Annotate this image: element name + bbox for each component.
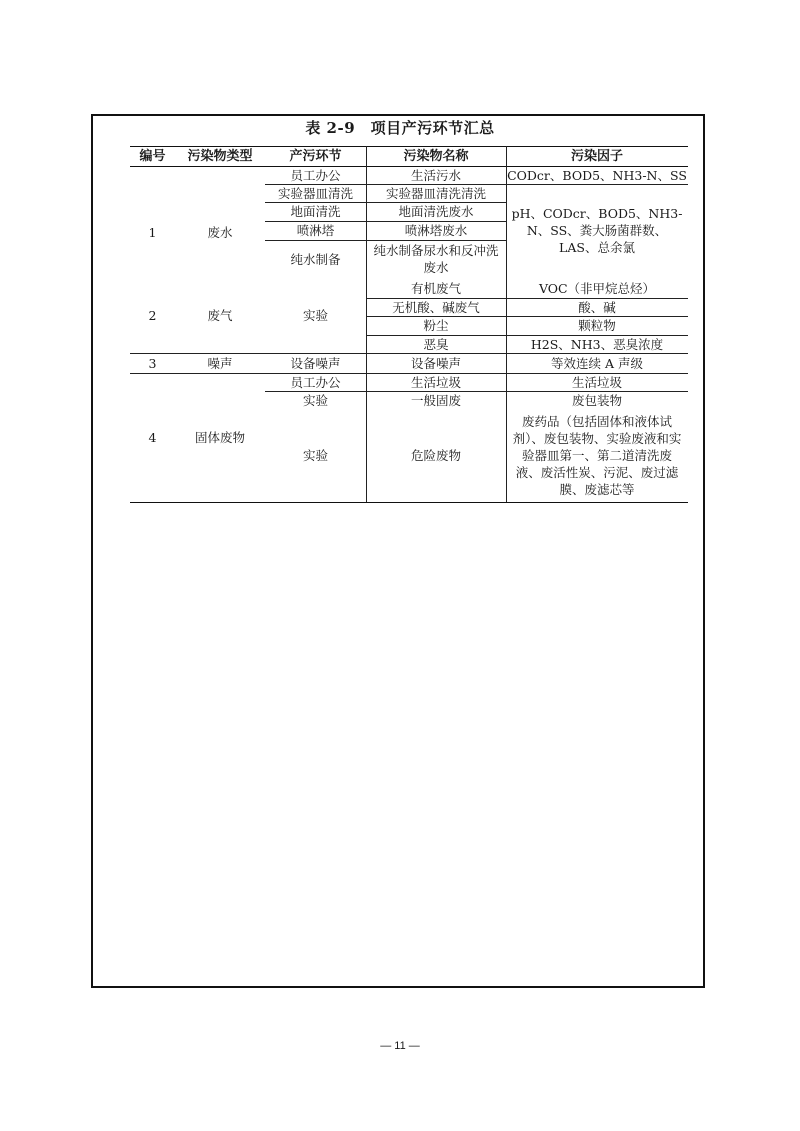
stage-cell: 员工办公: [290, 167, 341, 183]
factor-cell: 废药品（包括固体和液体试剂）、废包装物、实验废液和实验器皿第一、第二道清洗废液、废活性炭、污泥、废过滤膜、废滤芯等: [512, 414, 682, 497]
group-id: 3: [148, 355, 157, 371]
header-factor: 污染因子: [570, 148, 623, 164]
stage-cell: 设备噪声: [290, 355, 341, 371]
factor-cell: 等效连续 A 声级: [551, 355, 643, 371]
stage-cell: 实验: [302, 448, 328, 463]
shared-factor-cell: pH、CODcr、BOD5、NH3-N、SS、粪大肠菌群数、LAS、总余氯: [511, 205, 683, 255]
table-bottom-rule: [130, 502, 688, 503]
header-pollutant: 污染物名称: [403, 148, 469, 164]
group-id: 2: [148, 308, 157, 323]
pollutant-cell: 生活垃圾: [410, 374, 461, 390]
header-type: 污染物类型: [187, 148, 253, 164]
pollutant-cell: 实验器皿清洗清洗: [385, 185, 486, 201]
page-number: — 11 —: [380, 1040, 420, 1052]
table-caption: 表 2-9 项目产污环节汇总: [305, 119, 495, 137]
group-type: 废气: [207, 308, 233, 323]
group-type: 噪声: [207, 355, 233, 371]
pollutant-cell: 设备噪声: [410, 355, 461, 371]
stage-cell: 纯水制备: [290, 251, 341, 267]
factor-cell: CODcr、BOD5、NH3-N、SS: [507, 167, 687, 183]
group-id: 4: [148, 430, 157, 445]
factor-cell: 颗粒物: [578, 318, 616, 333]
pollutant-cell: 无机酸、碱废气: [392, 299, 480, 315]
factor-cell: VOC（非甲烷总烃）: [538, 280, 656, 296]
stage-cell: 实验: [302, 308, 328, 323]
stage-cell: 实验: [302, 392, 328, 408]
pollutant-cell: 粉尘: [423, 318, 449, 333]
factor-cell: 生活垃圾: [571, 374, 622, 390]
stage-cell: 地面清洗: [290, 204, 341, 219]
stage-cell: 员工办公: [290, 374, 341, 390]
pollutant-cell: 有机废气: [410, 280, 461, 296]
stage-cell: 实验器皿清洗: [277, 185, 353, 201]
pollutant-cell: 地面清洗废水: [398, 204, 474, 219]
pollutant-cell: 纯水制备尿水和反冲洗废水: [373, 243, 499, 275]
pollutant-cell: 喷淋塔废水: [404, 223, 468, 238]
pollutant-cell: 危险废物: [410, 448, 461, 463]
pollutant-cell: 一般固废: [410, 392, 461, 408]
pollutant-cell: 生活污水: [410, 167, 461, 183]
factor-cell: 酸、碱: [578, 299, 616, 315]
header-id: 编号: [139, 148, 166, 164]
factor-cell: 废包装物: [571, 392, 622, 408]
group-type: 废水: [207, 224, 233, 240]
group-type: 固体废物: [194, 430, 245, 445]
group-id: 1: [148, 224, 157, 240]
stage-cell: 喷淋塔: [296, 223, 335, 238]
factor-cell: H2S、NH3、恶臭浓度: [530, 336, 664, 352]
pollutant-cell: 恶臭: [423, 336, 449, 352]
header-stage: 产污环节: [289, 148, 342, 164]
